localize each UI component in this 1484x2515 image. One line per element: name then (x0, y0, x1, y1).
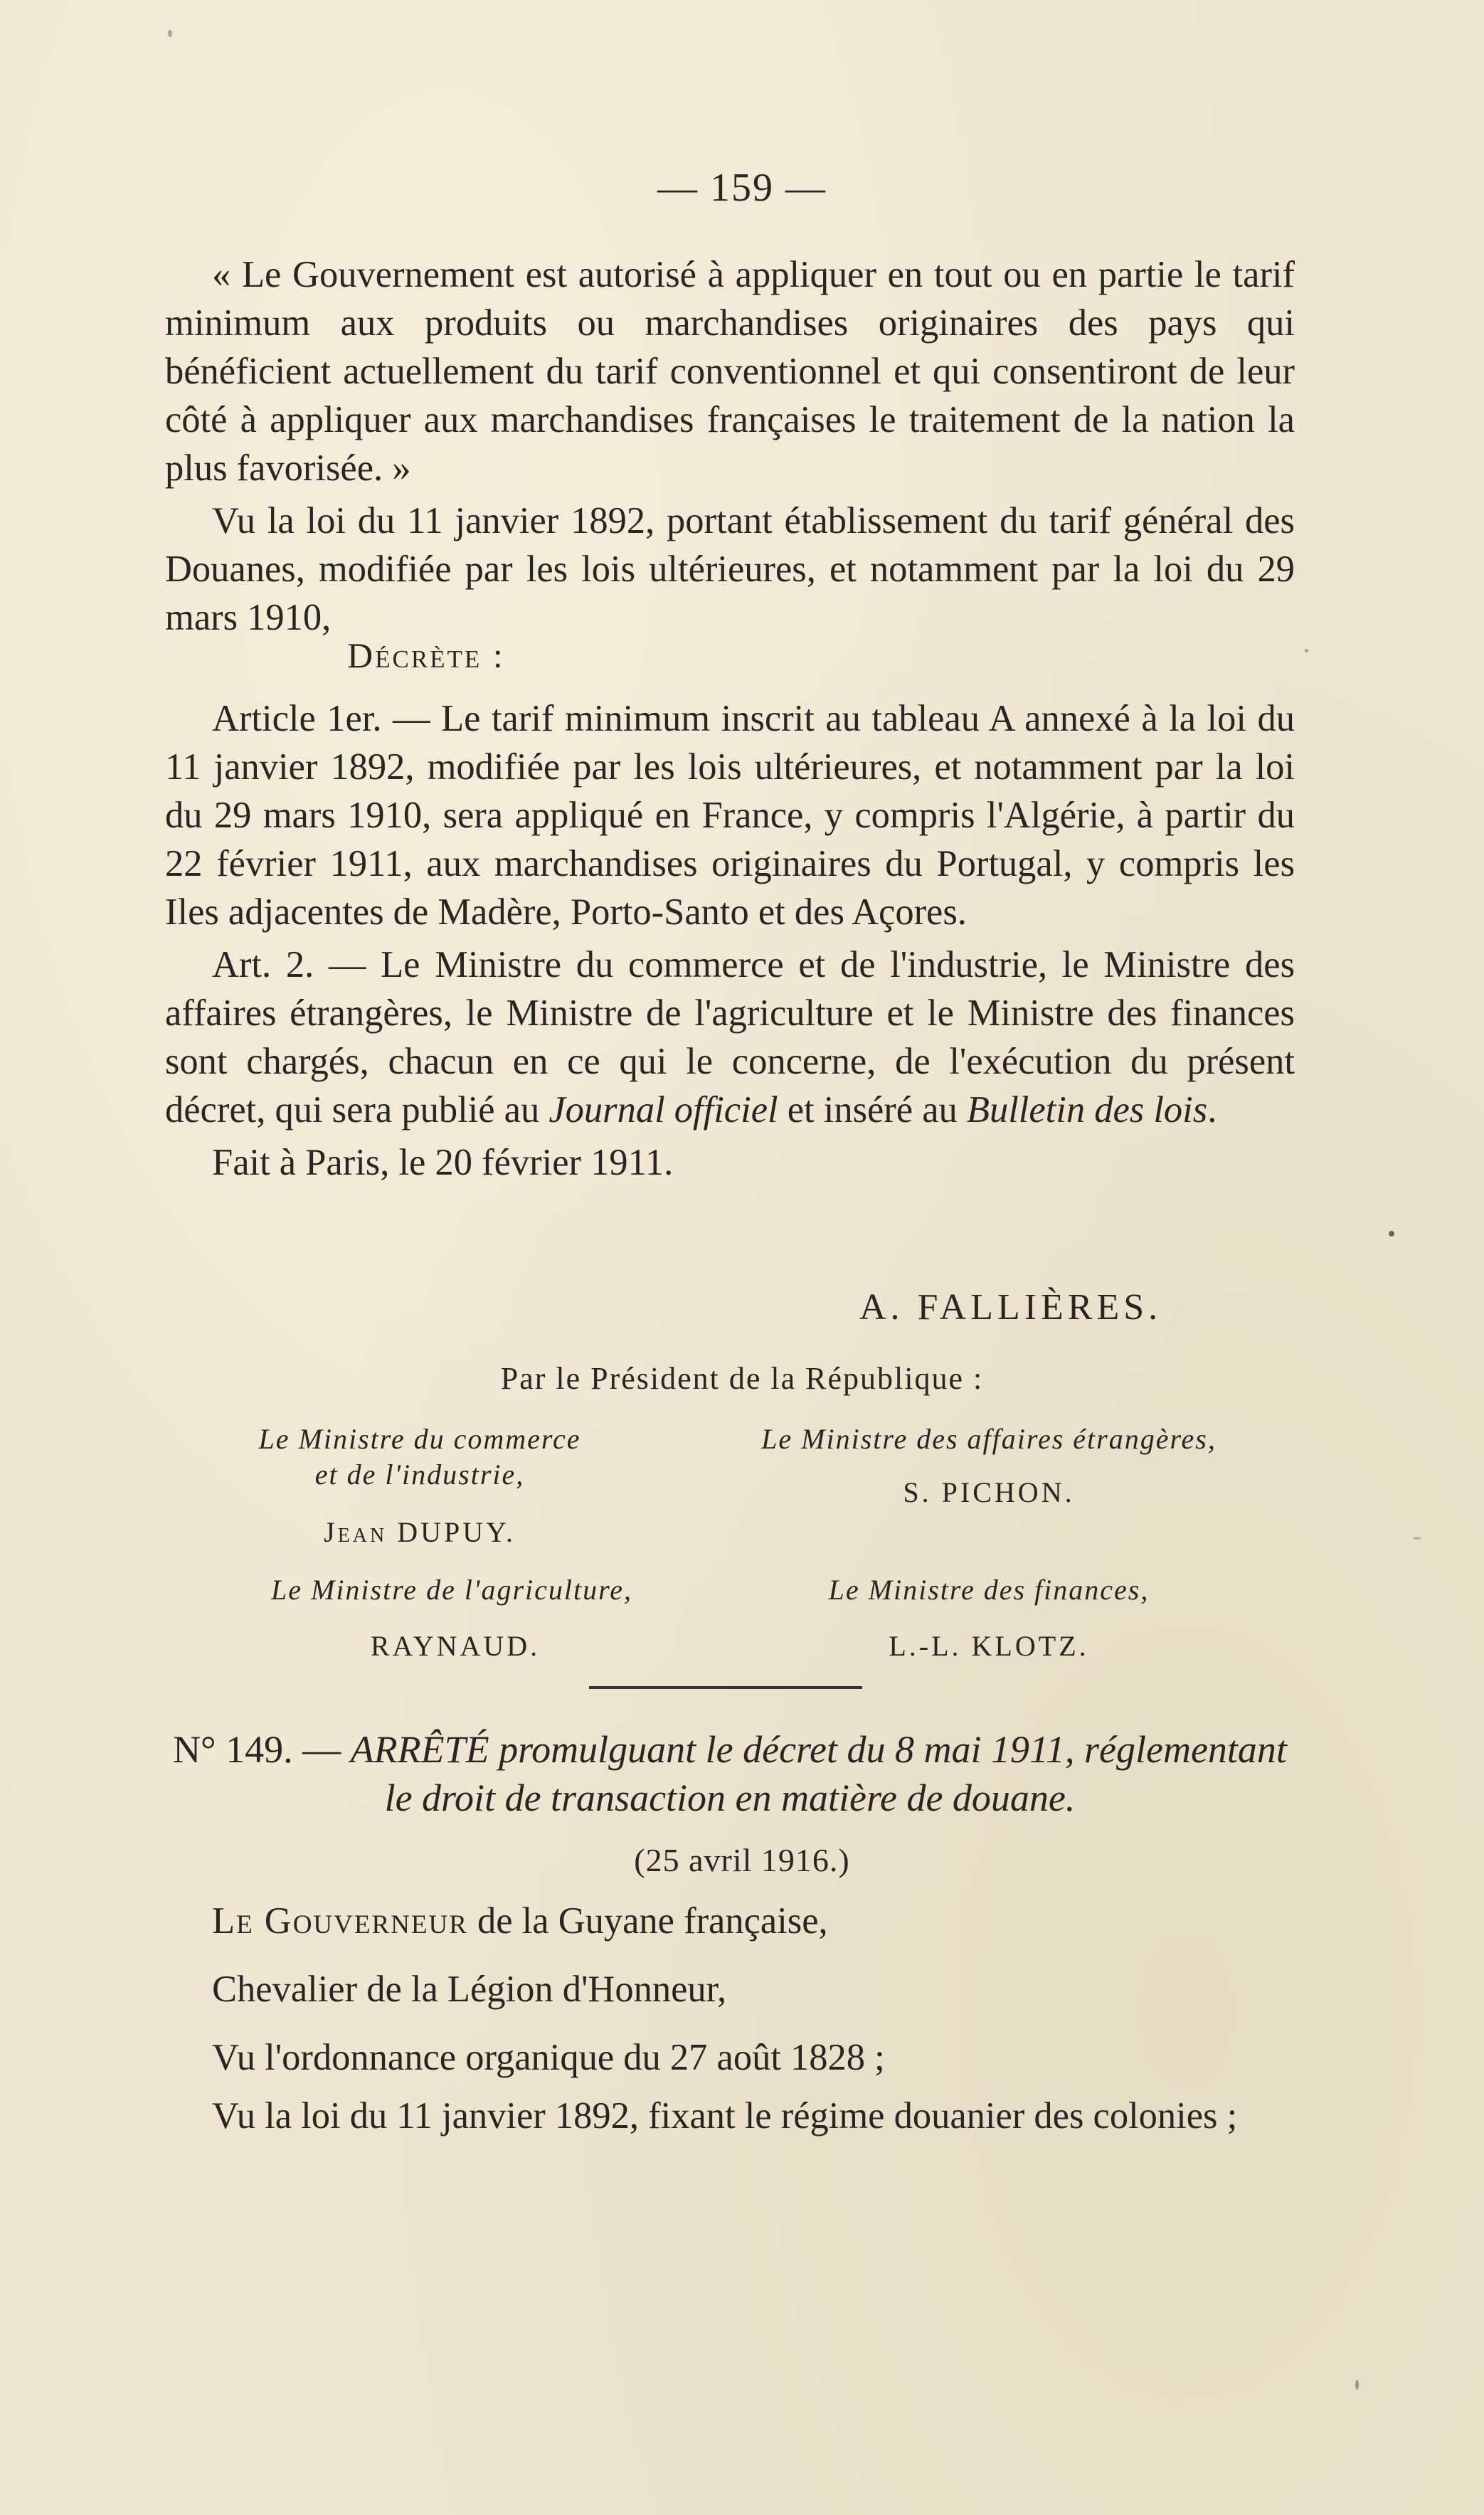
quoted-paragraph: « Le Gouvernement est autorisé à appliquer en tout ou en partie le tarif minimum aux produits ou marchandises originaires des pays qui bénéficient actuellement du tarif conventionnel et qui consentiront de leur côté à appliquer aux marchandises françaises le traitement de la nation la plus favorisée. » (165, 254, 1295, 489)
article-2 (165, 941, 1295, 1134)
decrete-heading: Décrète : (347, 635, 505, 675)
paper-speck (1305, 649, 1308, 652)
commerce-title-line-1: Le Ministre du commerce (258, 1423, 581, 1455)
paper-speck (1355, 2380, 1359, 2390)
article-2-mid: et inséré au (778, 1089, 967, 1131)
vu-ordonnance: Vu l'ordonnance organique du 27 août 1828 ; (212, 2037, 885, 2078)
fait-a-paris: Fait à Paris, le 20 février 1911. (212, 1142, 674, 1183)
journal-officiel: Journal officiel (548, 1089, 778, 1131)
finances-minister-name: L.-L. KLOTZ. (889, 1630, 1089, 1662)
paper-speck (1389, 1231, 1394, 1237)
par-le-president: Par le Président de la République : (500, 1361, 984, 1396)
gouverneur-line (165, 1897, 1295, 1945)
commerce-minister-name: Jean DUPUY. (324, 1516, 516, 1548)
president-signature: A. FALLIÈRES. (859, 1287, 1162, 1328)
vu-loi-1892: Vu la loi du 11 janvier 1892, fixant le régime douanier des colonies ; (212, 2095, 1238, 2137)
bulletin-des-lois: Bulletin des lois (966, 1089, 1208, 1131)
page-number: — 159 — (657, 166, 827, 210)
gouverneur-rest: de la Guyane française, (467, 1900, 828, 1942)
finances-minister-title: Le Ministre des finances, (828, 1574, 1150, 1606)
paper-speck (1413, 1537, 1421, 1540)
text-block-top (165, 250, 1295, 642)
affaires-minister-name: S. PICHON. (903, 1476, 1075, 1508)
gouverneur-lead: Le Gouverneur (212, 1900, 468, 1942)
paper-speck (168, 30, 172, 37)
section-divider (589, 1686, 862, 1689)
chevalier-line: Chevalier de la Légion d'Honneur, (212, 1969, 727, 2010)
decree-date: (25 avril 1916.) (634, 1842, 850, 1878)
vu-paragraph: Vu la loi du 11 janvier 1892, portant établissement du tarif général des Douanes, modifiée par les lois ultérieures, et notamment par la loi du 29 mars 1910, (165, 500, 1295, 638)
affaires-minister-title: Le Ministre des affaires étrangères, (761, 1423, 1217, 1455)
agriculture-minister-name: RAYNAUD. (370, 1630, 541, 1662)
article-2-end: . (1207, 1089, 1217, 1131)
commerce-minister-title (199, 1421, 640, 1493)
commerce-title-line-2: et de l'industrie, (314, 1458, 525, 1491)
article-1: Article 1er. — Le tarif minimum inscrit au tableau A annexé à la loi du 11 janvier 1892, modifiée par les lois ultérieures, et notamment par la loi du 29 mars 1910, sera appliqué en France, y compris l'Algérie, à partir du 22 février 1911, aux marchandises originaires du Portugal, y compris les Iles adjacentes de Madère, Porto-Santo et des Açores. (165, 698, 1295, 933)
decree-title: ARRÊTÉ promulguant le décret du 8 mai 1911, réglementant le droit de transaction en matière de douane. (350, 1728, 1287, 1819)
article-2-text: Art. 2. — Le Ministre du commerce et de l'industrie, le Ministre des affaires étrangères, le Ministre de l'agriculture et le Ministre des finances sont chargés, chacun en ce qui le concerne, de l'exécution du présent décret, qui sera publié au (165, 944, 1295, 1131)
text-block-articles (165, 694, 1295, 1187)
decree-number: N° 149. — (173, 1728, 351, 1771)
agriculture-minister-title: Le Ministre de l'agriculture, (271, 1574, 632, 1606)
decree-149-heading (165, 1725, 1295, 1822)
